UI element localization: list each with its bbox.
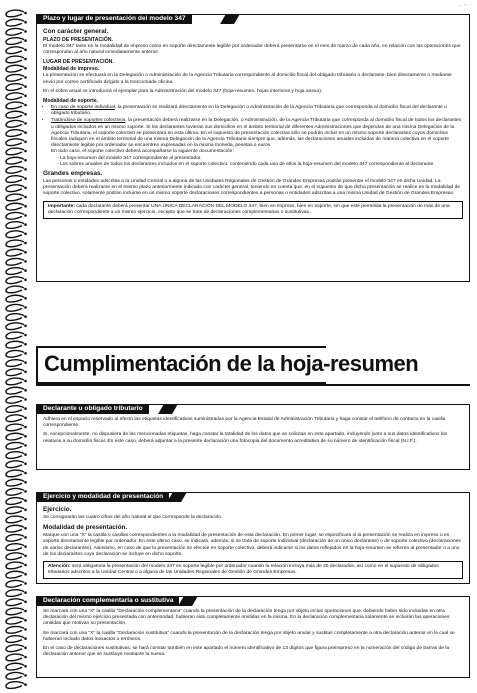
- spiral-coil: [6, 249, 24, 256]
- section-ejercicio: [36, 492, 470, 584]
- grandes-text: Las personas o entidades adscritas a la Unidad Central o a alguna de las Unidades Regionales de Gestión de Grandes Empresas podrán presentar el modelo 347 en dicha Unidad. La presentación deberá realizarse en el mismo plazo anteriormente indicado con carácter general, teniendo en cuenta que, en el supuesto de que dicha presentación se realice en la modalidad de soporte colectivo, solamente podrán incluirse en un mismo soporte declaraciones correspondientes a personas o entidades adscritas a una misma Unidad de Gestión de Grandes Empresas.: [43, 179, 461, 197]
- spiral-coil: [6, 498, 24, 505]
- spiral-coil: [6, 535, 24, 542]
- section-plazo-lugar: [36, 14, 470, 282]
- spiral-coil: [6, 369, 24, 376]
- bullet2-lead: Tratándose de soportes colectivos: [51, 118, 126, 124]
- spiral-coil: [6, 461, 24, 468]
- binding-hole: [24, 214, 27, 217]
- spiral-coil: [6, 617, 24, 624]
- spiral-coil: [6, 47, 24, 54]
- binding-hole: [24, 104, 27, 107]
- binding-hole: [24, 49, 27, 52]
- binding-hole: [24, 647, 27, 650]
- spiral-coil: [6, 581, 24, 588]
- binding-hole: [24, 527, 27, 530]
- complementaria-text-3: En el caso de declaraciones sustitutivas, se hará constar también en este apartado el número identificativo de 13 dígitos que figura preimpreso en la numeración del código de barras de la declaración anterior que se sustituye mediante la nueva.: [43, 646, 450, 658]
- spiral-coil: [6, 627, 24, 634]
- spiral-coil: [6, 525, 24, 532]
- spiral-coil: [6, 19, 24, 26]
- main-title-box: [36, 346, 470, 386]
- spiral-coil: [6, 268, 24, 275]
- spiral-coil: [6, 470, 24, 477]
- binding-hole: [24, 196, 27, 199]
- list-item: [51, 118, 463, 168]
- spiral-coil: [6, 222, 24, 229]
- spiral-coil: [6, 130, 24, 137]
- binding-hole: [24, 95, 27, 98]
- spiral-coil: [6, 415, 24, 422]
- header-tail: [167, 492, 187, 502]
- spiral-coil: [6, 636, 24, 643]
- spiral-coil: [6, 314, 24, 321]
- binding-hole: [24, 582, 27, 585]
- binding-hole: [24, 58, 27, 61]
- binding-hole: [24, 398, 27, 401]
- binding-hole: [24, 417, 27, 420]
- binding-hole: [24, 343, 27, 346]
- spiral-coil: [6, 590, 24, 597]
- spiral-coil: [6, 406, 24, 413]
- binding-hole: [24, 371, 27, 374]
- section-header: Declarante u obligado tributario: [37, 404, 149, 414]
- spiral-coil: [6, 213, 24, 220]
- binding-hole: [24, 131, 27, 134]
- section-header: Ejercicio y modalidad de presentación: [37, 492, 169, 502]
- spiral-coil: [6, 544, 24, 551]
- note-label: Atención:: [48, 564, 71, 570]
- binding-hole: [24, 242, 27, 245]
- doc-2: - Los sobres anuales de todos los declarantes incluidos en el soporte colectivo, conteniendo cada uno de ellos la hoja-resumen del modelo 347 correspondiente al declarante.: [57, 161, 435, 167]
- section-complementaria: [36, 596, 470, 678]
- header-tail: [158, 404, 178, 414]
- impreso-text-2: En el sobre anual se introducirá el ejemplar para la Administración del modelo 347 (hoja-resumen, hojas interiores y hoja anexo).: [43, 88, 323, 94]
- binding-hole: [24, 288, 27, 291]
- binding-hole: [24, 39, 27, 42]
- binding-hole: [24, 361, 27, 364]
- binding-hole: [24, 223, 27, 226]
- binding-hole: [24, 113, 27, 116]
- binding-hole: [24, 122, 27, 125]
- binding-hole: [24, 683, 27, 686]
- spiral-coil: [6, 332, 24, 339]
- impreso-text-1: La presentación se efectuará en la Delegación o Administración de la Agencia Tributaria correspondiente al domicilio fiscal del obligado tributario o declarante, bien directamente o mediante envío por correo certificado dirigido a la mencionada oficina.: [43, 73, 452, 85]
- header-tail: [220, 14, 240, 24]
- spiral-coil: [6, 65, 24, 72]
- modalidad-text: Marque con una "X" la casilla o casillas correspondientes a la modalidad de presentación de esta declaración. En primer lugar, se especificará si la presentación se realiza en impreso o en soporte directamente legible por ordenador. En este último caso, se indicará, además, si se trata de soporte individual (declaración de un único declarante) o de soporte colectivo (declaraciones de varios declarantes). Asimismo, en caso de que la presentación se efectúe en soporte colectivo, deberá indicarse si los datos reflejados en la hoja-resumen se refieren al presentador o a uno de los declarantes cuya declaración se incluye en dicho soporte.: [43, 533, 461, 557]
- note-label: Importante:: [48, 203, 75, 209]
- binding-hole: [24, 297, 27, 300]
- spiral-coil: [6, 259, 24, 266]
- binding-hole: [24, 628, 27, 631]
- binding-hole: [24, 12, 27, 15]
- binding-hole: [24, 380, 27, 383]
- binding-hole: [24, 315, 27, 318]
- bullet1-text: , la presentación se realizará directamente en la Delegación o Administración de la Agencia Tributaria que corresponda al domicilio fiscal del declarante u obligado tributario.: [51, 105, 447, 117]
- note-text: será obligatoria la presentación del modelo 347 en soporte legible por ordenador cuando la relación incluya más de 25 declarados, así como en el supuesto de obligados tributarios adscritos a la Unidad Central o a alguna de las Unidades Regionales de Gestión de Grandes Empresas.: [48, 564, 439, 576]
- spiral-coil: [6, 571, 24, 578]
- note-text: cada declarante deberá presentar UNA ÚNICA DECLARACIÓN DEL MODELO 347, bien en impreso, bien en soporte, sin que esté permitida la presentación de más de una declaración correspondiente a un mismo ejercicio, excepto que se trate de declaraciones complementarias o sustitutivas.: [48, 203, 450, 215]
- section-header: Plazo y lugar de presentación del modelo 347: [37, 14, 192, 24]
- spiral-coil: [6, 56, 24, 63]
- doc-1: - La hoja-resumen del modelo 347 correspondiente al presentador.: [57, 155, 202, 161]
- spiral-coil: [6, 286, 24, 293]
- binding-hole: [24, 187, 27, 190]
- binding-hole: [24, 665, 27, 668]
- binding-hole: [24, 352, 27, 355]
- section-declarante: [36, 404, 470, 470]
- section-header: Declaración complementaria o sustitutiva: [37, 596, 179, 606]
- binding-hole: [24, 481, 27, 484]
- binding-hole: [24, 260, 27, 263]
- spiral-coil: [6, 121, 24, 128]
- spiral-coil: [6, 507, 24, 514]
- binding-hole: [24, 518, 27, 521]
- binding-hole: [24, 389, 27, 392]
- binding-hole: [24, 463, 27, 466]
- spiral-coil: [6, 673, 24, 680]
- spiral-coil: [6, 489, 24, 496]
- spiral-coil: [6, 562, 24, 569]
- spiral-coil: [6, 663, 24, 670]
- soporte-list: [43, 105, 463, 168]
- complementaria-text-2: Se marcará con una "X" la casilla "Declaración sustitutiva" cuando la presentación de la declaración tenga por objeto anular y sustituir completamente a otra declaración anterior en la cual se hubieran incluido datos inexactos o erróneos.: [43, 630, 455, 642]
- declarante-text-1: Adhiera en el espacio reservado al efecto las etiquetas identificativas suministradas por la Agencia Estatal de Administración Tributaria y haga constar el teléfono de contacto en la casilla correspondiente.: [43, 417, 446, 429]
- bullet2-text: , la presentación deberá realizarse en la Delegación, o Administración, de la Agencia Tributaria que corresponda al domicilio fiscal de todos los declarantes u obligados incluidos en un mismo soporte. Si los declarantes tuvieran sus domicilios en el ámbito territorial de diferentes Administraciones que dependan de una misma Delegación de la Agencia Tributaria, el soporte colectivo se presentará en esta última. En el supuesto de presentación colectiva sólo se podrán incluir en un mismo soporte declarantes cuyos domicilios fiscales radiquen en el ámbito territorial de una misma Delegación de la Agencia Tributaria siempre que, además, las declaraciones anuales incluidas de manera colectiva en el soporte directamente legible por ordenador se encuentren expresadas en la misma moneda, pesetas o euros.: [51, 118, 462, 149]
- spiral-coil: [6, 148, 24, 155]
- spiral-coil: [6, 323, 24, 330]
- binding-hole: [24, 444, 27, 447]
- binding-hole: [24, 150, 27, 153]
- section-body: [43, 417, 463, 448]
- spiral-binding: [2, 4, 28, 690]
- spiral-coil: [6, 341, 24, 348]
- ejercicio-text: Se consignarán las cuatro cifras del año natural al que corresponde la declaración.: [43, 515, 223, 520]
- ejercicio-title: Ejercicio.: [43, 506, 72, 513]
- spiral-coil: [6, 295, 24, 302]
- binding-hole: [24, 325, 27, 328]
- binding-hole: [24, 610, 27, 613]
- spiral-coil: [6, 203, 24, 210]
- list-item: [51, 105, 463, 117]
- lugar-title: LUGAR DE PRESENTACIÓN.: [43, 59, 114, 66]
- general-title: Con carácter general.: [43, 28, 109, 35]
- plazo-title: PLAZO DE PRESENTACIÓN.: [43, 37, 113, 43]
- spiral-coil: [6, 176, 24, 183]
- binding-hole: [24, 545, 27, 548]
- binding-hole: [24, 30, 27, 33]
- modalidad-title: Modalidad de presentación.: [43, 524, 128, 532]
- binding-hole: [24, 564, 27, 567]
- spiral-coil: [6, 479, 24, 486]
- binding-hole: [24, 637, 27, 640]
- spiral-coil: [6, 93, 24, 100]
- spiral-coil: [6, 682, 24, 689]
- spiral-coil: [6, 84, 24, 91]
- spiral-coil: [6, 599, 24, 606]
- title-rule: [36, 384, 470, 386]
- complementaria-text-1: Se marcará con una "X" la casilla "Declaración complementaria" cuando la presentación de la declaración tenga por objeto incluir operaciones que, debiendo haber sido incluidas en otra declaración del mismo ejercicio presentada con anterioridad, hubieran sido completamente omitidas en la misma. En la declaración complementaria solamente se incluirán las operaciones omitidas que motivan su presentación.: [43, 609, 450, 627]
- spiral-coil: [6, 397, 24, 404]
- binding-hole: [24, 573, 27, 576]
- impreso-title: Modalidad de impreso.: [43, 66, 100, 73]
- spiral-coil: [6, 360, 24, 367]
- binding-hole: [24, 205, 27, 208]
- spiral-coil: [6, 516, 24, 523]
- header-tail: [178, 596, 198, 606]
- spiral-coil: [6, 305, 24, 312]
- binding-hole: [24, 233, 27, 236]
- binding-hole: [24, 453, 27, 456]
- spiral-coil: [6, 608, 24, 615]
- declarante-text-2: Si, excepcionalmente, no dispusiera de las mencionadas etiquetas, haga constar la totalidad de los datos que se solicitan en este apartado, incluyendo junto a sus datos identificativos los relativos a su domicilio fiscal. En este caso, deberá adjuntar a la presente declaración una fotocopia del documento acreditativo de su número de identificación fiscal (N.I.F.).: [43, 432, 448, 444]
- plazo-text: El modelo 347 tanto en la modalidad de impreso como en soporte directamente legible por ordenador deberá presentarse en el mes de marzo de cada año, en relación con las operaciones que correspondan al año natural inmediatamente anterior.: [43, 44, 461, 56]
- binding-hole: [24, 306, 27, 309]
- binding-hole: [24, 407, 27, 410]
- spiral-coil: [6, 433, 24, 440]
- spiral-coil: [6, 654, 24, 661]
- binding-hole: [24, 435, 27, 438]
- spiral-coil: [6, 102, 24, 109]
- binding-hole: [24, 251, 27, 254]
- spiral-coil: [6, 645, 24, 652]
- spiral-coil: [6, 10, 24, 17]
- spiral-coil: [6, 194, 24, 201]
- spiral-coil: [6, 111, 24, 118]
- page-title: Cumplimentación de la hoja-resumen: [44, 351, 419, 376]
- spiral-coil: [6, 38, 24, 45]
- spiral-coil: [6, 424, 24, 431]
- grandes-title: Grandes empresas.: [43, 170, 103, 178]
- binding-hole: [24, 499, 27, 502]
- spiral-coil: [6, 240, 24, 247]
- binding-hole: [24, 334, 27, 337]
- binding-hole: [24, 619, 27, 622]
- spiral-coil: [6, 378, 24, 385]
- spiral-coil: [6, 29, 24, 36]
- spiral-coil: [6, 231, 24, 238]
- binding-hole: [24, 159, 27, 162]
- binding-hole: [24, 472, 27, 475]
- spiral-coil: [6, 452, 24, 459]
- binding-hole: [24, 555, 27, 558]
- corner-mark: .. -. ·: [458, 2, 471, 8]
- binding-hole: [24, 601, 27, 604]
- spiral-coil: [6, 443, 24, 450]
- atencion-note: [43, 561, 463, 579]
- binding-hole: [24, 536, 27, 539]
- binding-hole: [24, 168, 27, 171]
- binding-hole: [24, 426, 27, 429]
- binding-hole: [24, 67, 27, 70]
- soporte-title: Modalidad de soporte.: [43, 98, 99, 105]
- binding-hole: [24, 279, 27, 282]
- spiral-coil: [6, 185, 24, 192]
- binding-hole: [24, 177, 27, 180]
- binding-hole: [24, 21, 27, 24]
- section-body: [43, 27, 463, 219]
- spiral-coil: [6, 139, 24, 146]
- binding-hole: [24, 85, 27, 88]
- spiral-coil: [6, 157, 24, 164]
- bullet2-tail: En todo caso, el soporte colectivo deberá acompañarse la siguiente documentación:: [51, 149, 234, 155]
- binding-hole: [24, 141, 27, 144]
- importante-note: [43, 201, 463, 219]
- section-body: [43, 609, 463, 661]
- binding-hole: [24, 490, 27, 493]
- bullet1-lead: En caso de soporte individual: [51, 105, 115, 111]
- spiral-coil: [6, 167, 24, 174]
- spiral-coil: [6, 277, 24, 284]
- section-body: [43, 505, 463, 579]
- binding-hole: [24, 509, 27, 512]
- binding-hole: [24, 591, 27, 594]
- spiral-coil: [6, 387, 24, 394]
- binding-hole: [24, 656, 27, 659]
- spiral-coil: [6, 75, 24, 82]
- binding-hole: [24, 76, 27, 79]
- spiral-coil: [6, 351, 24, 358]
- binding-hole: [24, 269, 27, 272]
- spiral-coil: [6, 553, 24, 560]
- binding-hole: [24, 674, 27, 677]
